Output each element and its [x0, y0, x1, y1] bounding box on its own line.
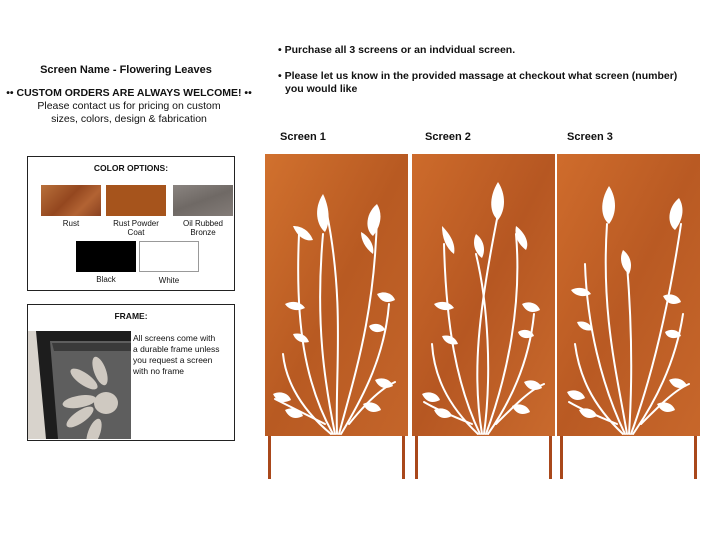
swatch-rust[interactable]: [41, 185, 101, 216]
purchase-notes: [278, 44, 708, 109]
screen-2-panel[interactable]: [412, 154, 555, 479]
screen-1-label: Screen 1: [280, 131, 326, 143]
swatch-rust-powder-coat[interactable]: [106, 185, 166, 216]
custom-orders-heading: •• CUSTOM ORDERS ARE ALWAYS WELCOME! ••: [6, 87, 252, 99]
screen-3-panel[interactable]: [557, 154, 700, 479]
swatch-white[interactable]: [139, 241, 199, 272]
swatch-label-rust: Rust: [62, 219, 80, 228]
swatch-label-oil-rubbed-bronze: Oil Rubbed Bronze: [182, 219, 224, 237]
swatch-label-black: Black: [96, 275, 116, 284]
bullet-purchase: • Purchase all 3 screens or an indvidual screen.: [278, 44, 516, 56]
frame-description: All screens come with a durable frame unless you request a screen with no frame: [133, 333, 220, 376]
frame-photo: [28, 331, 131, 439]
color-options-title: COLOR OPTIONS:: [93, 163, 169, 173]
color-options-panel: [27, 156, 235, 291]
screen-3-label: Screen 3: [567, 131, 613, 143]
contact-line-1: Please contact us for pricing on custom: [37, 100, 221, 112]
swatch-oil-rubbed-bronze[interactable]: [173, 185, 233, 216]
screen-name-title: Screen Name - Flowering Leaves: [40, 64, 212, 76]
screen-2-label: Screen 2: [425, 131, 471, 143]
bullet-message-cont: you would like: [285, 83, 358, 95]
contact-line-2: sizes, colors, design & fabrication: [51, 113, 207, 125]
frame-title: FRAME:: [114, 311, 148, 321]
custom-orders-note: [0, 87, 258, 126]
swatch-label-rust-powder-coat: Rust Powder Coat: [113, 219, 159, 237]
swatch-label-white: White: [158, 276, 180, 285]
swatch-black[interactable]: [76, 241, 136, 272]
screen-1-panel[interactable]: [265, 154, 408, 479]
bullet-message: • Please let us know in the provided massage at checkout what screen (number): [278, 70, 678, 82]
frame-panel: [27, 304, 235, 441]
